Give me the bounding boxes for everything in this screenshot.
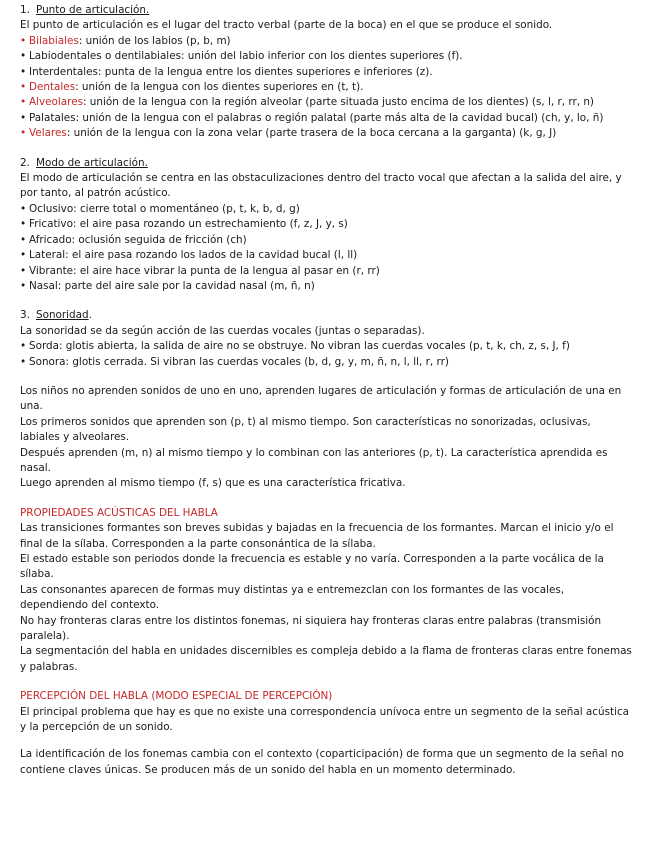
list-item-fricativo: • Fricativo: el aire pasa rozando un estrechamiento (f, z, J, y, s) [20, 217, 632, 232]
section-2-number: 2. [20, 156, 30, 169]
term-labiodentales: Labiodentales o dentilabiales [29, 50, 181, 63]
paragraph-percepcion-2: La identificación de los fonemas cambia con el contexto (coparticipación) de forma que un segmento de la señal no contiene claves únicas. Se producen más de un sonido del habla en un momento determinado. [20, 748, 624, 776]
paragraph-propiedades-1: Las transiciones formantes son breves subidas y bajadas en la frecuencia de los formantes. Marcan el inicio y/o el final de la sílaba. Corresponden a la parte consonántica de la sílaba. [20, 522, 614, 550]
paragraph-ninos-1: Los niños no aprenden sonidos de uno en uno, aprenden lugares de articulación y formas de articulación de una en una. [20, 384, 622, 413]
section-3-list [20, 339, 632, 370]
paragraph-propiedades-4: No hay fronteras claras entre los distintos fonemas, ni siquiera hay fronteras claras entre palabras (transmisión paralela). [20, 614, 602, 643]
paragraph-propiedades-5: La segmentación del habla en unidades discernibles es compleja debido a la flama de fronteras claras entre fonemas y palabras. [20, 645, 632, 673]
spacer [20, 492, 632, 506]
list-item-interdentales [20, 65, 632, 80]
paragraph-ninos-4: Luego aprenden al mismo tiempo (f, s) que es una característica fricativa. [20, 477, 406, 490]
list-item-sorda: • Sorda: glotis abierta, la salida de aire no se obstruye. No vibran las cuerdas vocales (p, t, k, ch, z, s, J, f) [20, 339, 632, 354]
list-item-lateral: • Lateral: el aire pasa rozando los lados de la cavidad bucal (l, ll) [20, 248, 632, 263]
list-item-africado: • Africado: oclusión seguida de fricción (ch) [20, 233, 632, 248]
section-1-number: 1. [20, 4, 30, 16]
list-item-vibrante: • Vibrante: el aire hace vibrar la punta de la lengua al pasar en (r, rr) [20, 264, 632, 279]
spacer [20, 735, 632, 747]
list-item-labiodentales [20, 49, 632, 64]
desc-palatales: : unión de la lengua con el palabras o región palatal (parte más alta de la cavidad bucal) (ch, y, lo, ñ) [75, 111, 604, 124]
paragraph-percepcion-1: El principal problema que hay es que no existe una correspondencia unívoca entre un segmento de la señal acústica y la percepción de un sonido. [20, 705, 630, 734]
list-item-bilabiales [20, 34, 632, 49]
list-item-nasal: • Nasal: parte del aire sale por la cavidad nasal (m, ñ, n) [20, 279, 632, 294]
desc-dentales: : unión de la lengua con los dientes superiores en (t, t). [75, 81, 364, 94]
section-3-title-suffix: . [88, 309, 92, 322]
list-item-oclusivo: • Oclusivo: cierre total o momentáneo (p, t, k, b, d, g) [20, 202, 632, 217]
section-3-number: 3. [20, 309, 30, 322]
term-velares: Velares [29, 127, 67, 140]
section-2-intro: El modo de articulación se centra en las obstaculizaciones dentro del tracto vocal que afectan a la salida del aire, y por tanto, al patrón acústico. [20, 172, 622, 200]
section-3-heading [20, 308, 632, 323]
list-item-palatales [20, 111, 632, 126]
term-alveolares: Alveolares [29, 96, 83, 109]
section-2-list [20, 202, 632, 294]
section-1-list [20, 34, 632, 142]
heading-percepcion-habla: PERCEPCIÓN DEL HABLA (MODO ESPECIAL DE PERCEPCIÓN) [20, 690, 333, 703]
list-item-velares [20, 126, 632, 141]
paragraph-ninos-2: Los primeros sonidos que aprenden son (p, t) al mismo tiempo. Son características no sonorizadas, oclusivas, labiales y alveolares. [20, 415, 591, 444]
paragraph-propiedades-3: Las consonantes aparecen de formas muy distintas ya e entremezclan con los formantes de las vocales, dependiendo del contexto. [20, 583, 565, 612]
heading-propiedades-acusticas: PROPIEDADES ACÚSTICAS DEL HABLA [20, 506, 218, 519]
section-3-title: Sonoridad [36, 309, 89, 322]
desc-velares: : unión de la lengua con la zona velar (parte trasera de la boca cercana a la garganta) (k, g, J) [66, 127, 557, 140]
term-dentales: Dentales [29, 81, 76, 94]
desc-bilabiales: : unión de los labios (p, b, m) [78, 34, 231, 47]
term-interdentales: Interdentales [29, 65, 98, 78]
paragraph-ninos-3: Después aprenden (m, n) al mismo tiempo y lo combinan con las anteriores (p, t). La característica aprendida es nasal. [20, 446, 608, 474]
list-item-alveolares [20, 95, 632, 110]
spacer [20, 294, 632, 308]
section-1-title: Punto de articulación. [36, 4, 150, 16]
spacer [20, 675, 632, 689]
list-item-dentales [20, 80, 632, 95]
term-palatales: Palatales [29, 111, 76, 124]
term-bilabiales: Bilabiales [29, 34, 79, 47]
desc-labiodentales: : unión del labio inferior con los dientes superiores (f). [181, 50, 463, 63]
paragraph-propiedades-2: El estado estable son periodos donde la frecuencia es estable y no varía. Corresponden a la parte vocálica de la sílaba. [20, 553, 604, 581]
section-1-intro: El punto de articulación es el lugar del tracto verbal (parte de la boca) en el que se produce el sonido. [20, 19, 553, 32]
section-1-heading [20, 3, 632, 18]
desc-alveolares: : unión de la lengua con la región alveolar (parte situada justo encima de los dientes) (s, l, r, rr, n) [83, 96, 594, 109]
spacer [20, 370, 632, 384]
desc-interdentales: : punta de la lengua entre los dientes superiores e inferiores (z). [97, 65, 433, 78]
spacer [20, 142, 632, 156]
section-2-heading [20, 156, 632, 171]
section-2-title: Modo de articulación. [36, 156, 148, 169]
list-item-sonora: • Sonora: glotis cerrada. Si vibran las cuerdas vocales (b, d, g, y, m, ñ, n, l, ll, r, rr) [20, 355, 632, 370]
section-3-intro: La sonoridad se da según acción de las cuerdas vocales (juntas o separadas). [20, 324, 425, 337]
